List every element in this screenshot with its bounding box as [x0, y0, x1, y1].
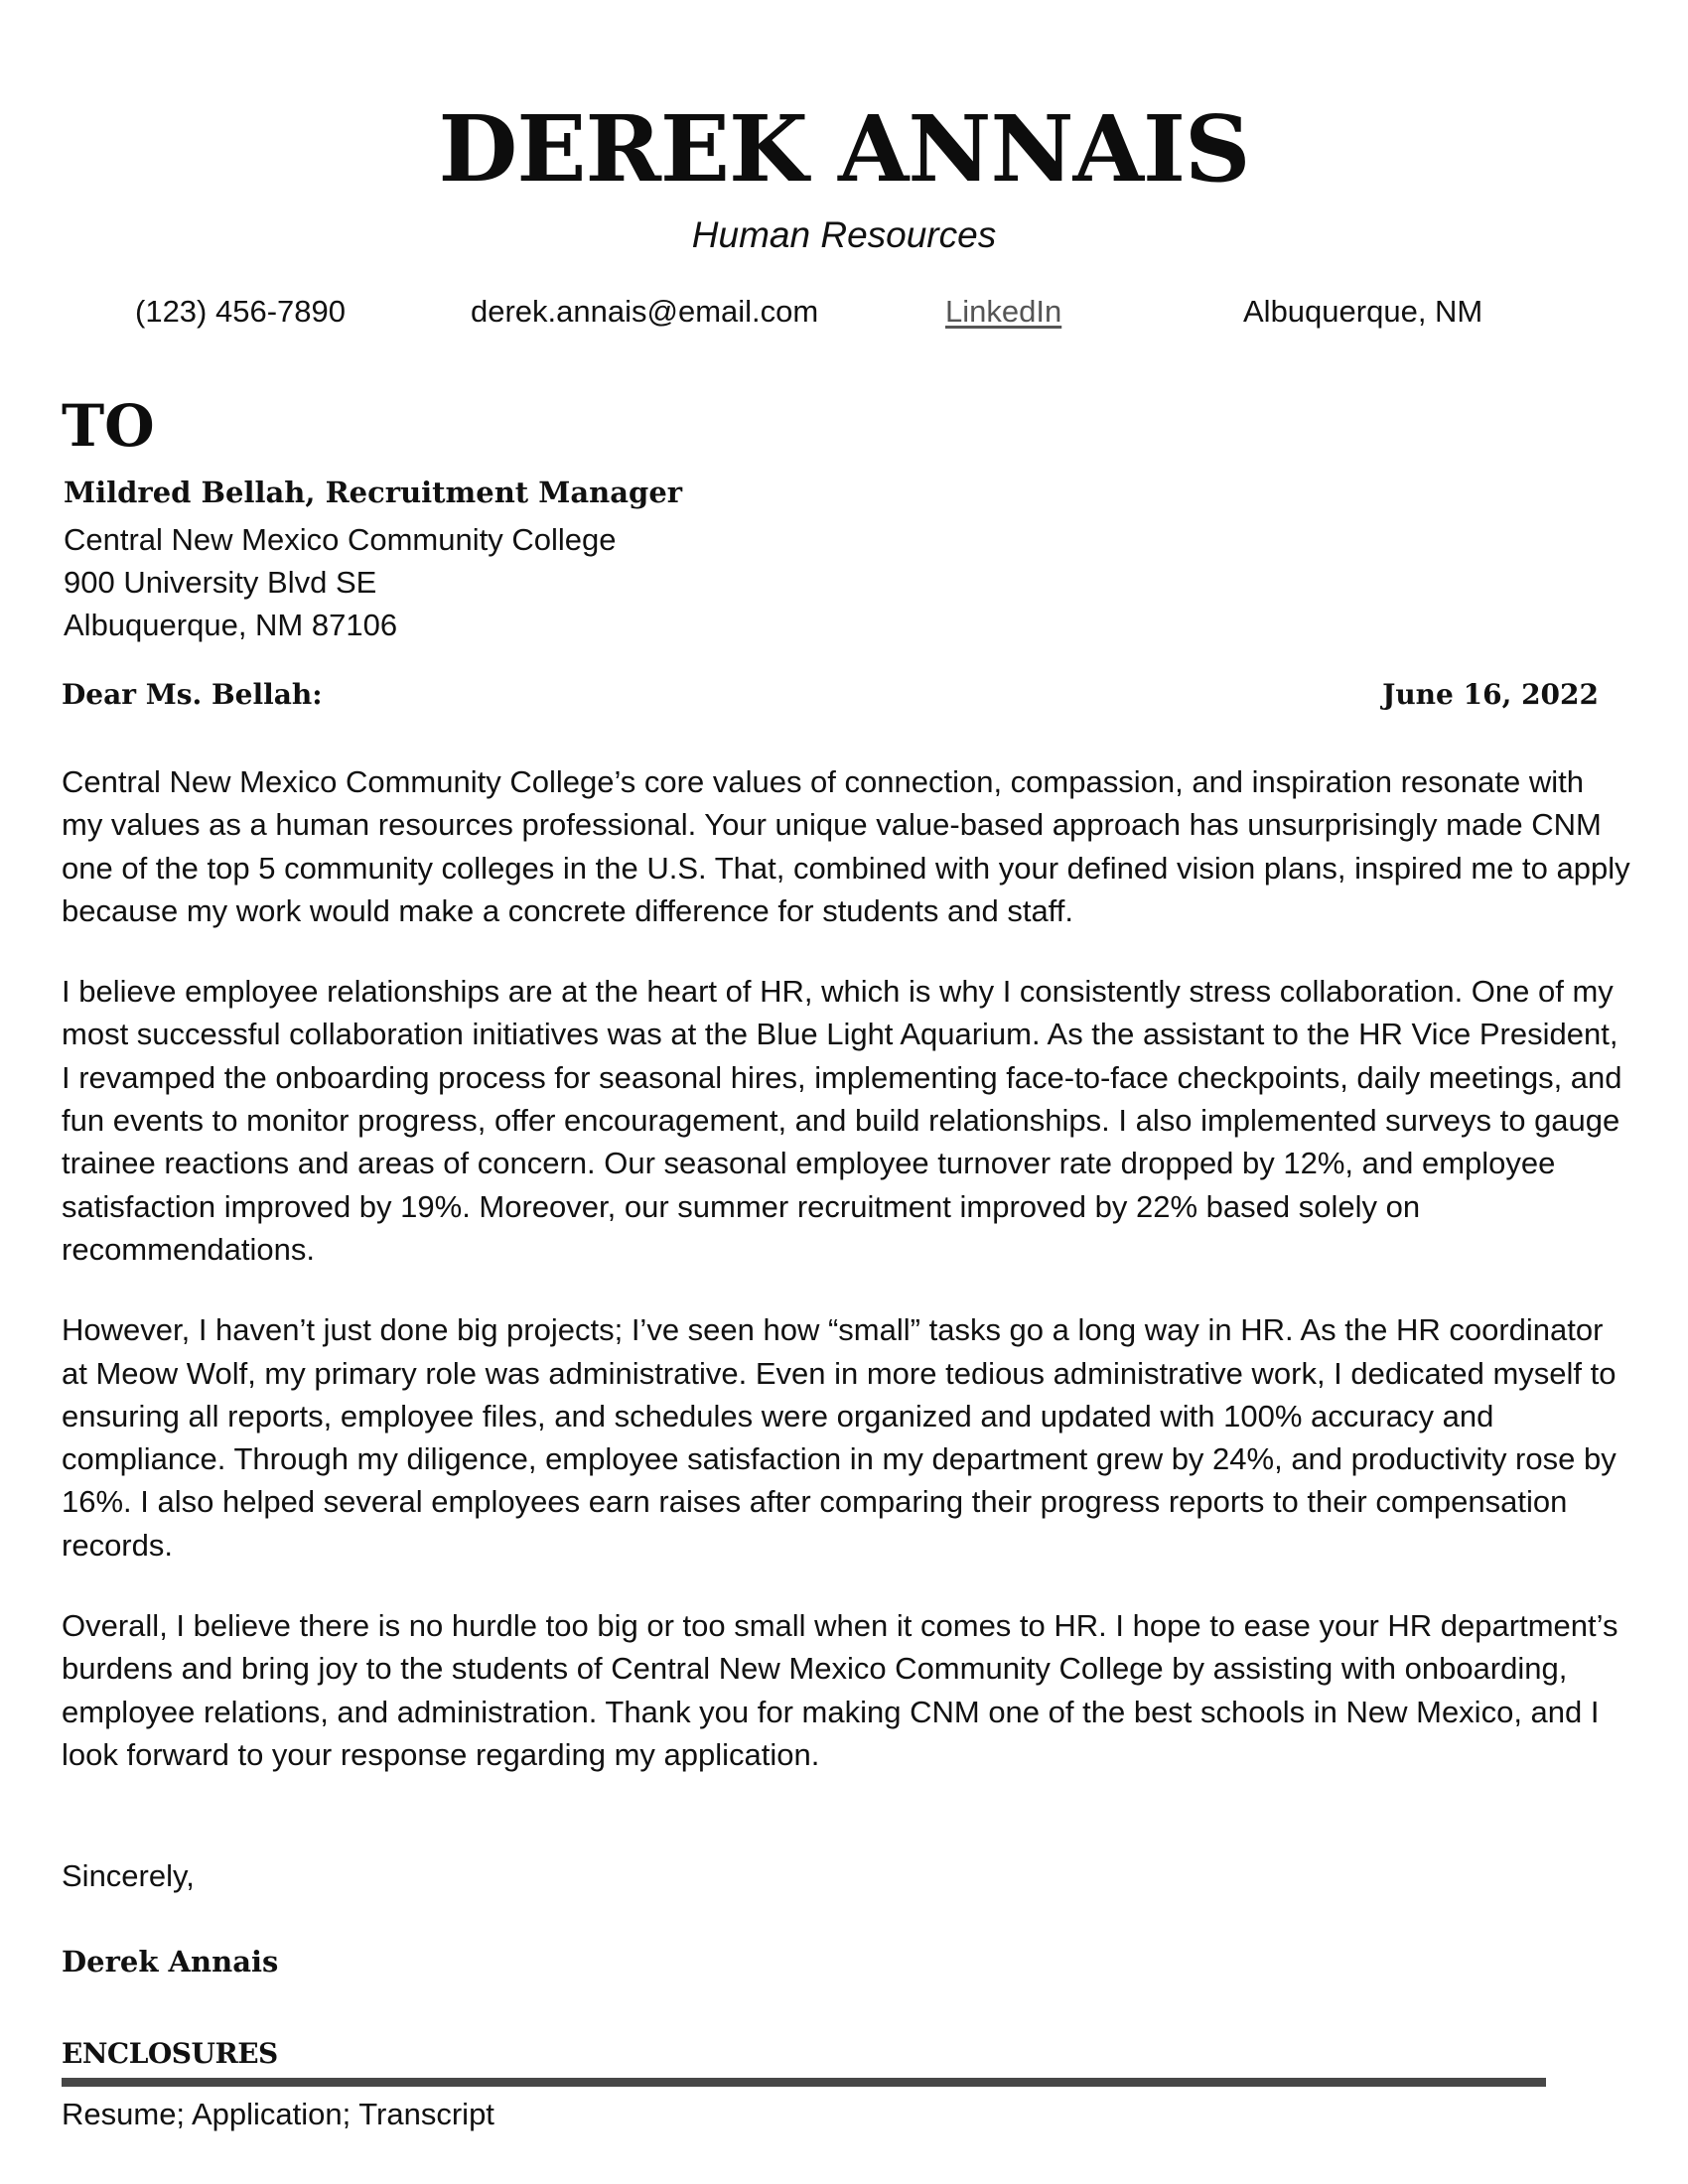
- contact-phone: (123) 456-7890: [135, 294, 346, 329]
- recipient-name: Mildred Bellah, Recruitment Manager: [64, 476, 683, 509]
- recipient-city: Albuquerque, NM 87106: [64, 608, 398, 642]
- recipient-heading: TO: [62, 392, 155, 460]
- body-paragraph: Overall, I believe there is no hurdle too big or too small when it comes to HR. I hope to ease your HR department’s burdens and bring joy to the students of Central New Mexico Community College by assisting with onboarding, employee relations, and administration. Thank you for making CNM one of the best schools in New Mexico, and I look forward to your response regarding my application.: [62, 1608, 1618, 1772]
- section-divider: [62, 2078, 1546, 2087]
- signature: Derek Annais: [62, 1945, 279, 1979]
- letter-body: [62, 760, 1630, 1814]
- recipient-street: 900 University Blvd SE: [64, 565, 377, 600]
- closing: Sincerely,: [62, 1858, 195, 1893]
- contact-location: Albuquerque, NM: [1243, 294, 1483, 329]
- contact-email: derek.annais@email.com: [471, 294, 819, 329]
- applicant-name: DEREK ANNAIS: [438, 95, 1250, 203]
- linkedin-link[interactable]: LinkedIn: [945, 294, 1062, 329]
- body-paragraph: However, I haven’t just done big projects; I’ve seen how “small” tasks go a long way in HR. As the HR coordinator at Meow Wolf, my primary role was administrative. Even in more tedious administrative work, I dedicated myself to ensuring all reports, employee files, and schedules were organized and updated with 100% accuracy and compliance. Through my diligence, employee satisfaction in my department grew by 24%, and productivity rose by 16%. I also helped several employees earn raises after comparing their progress reports to their compensation records.: [62, 1312, 1617, 1563]
- recipient-organization: Central New Mexico Community College: [64, 522, 617, 557]
- enclosures-list: Resume; Application; Transcript: [62, 2097, 494, 2131]
- body-paragraph: Central New Mexico Community College’s core values of connection, compassion, and inspiration resonate with my values as a human resources professional. Your unique value-based approach has unsurprisingly made CNM one of the top 5 community colleges in the U.S. That, combined with your defined vision plans, inspired me to apply because my work would make a concrete difference for students and staff.: [62, 764, 1630, 928]
- letter-date: June 16, 2022: [1382, 678, 1599, 711]
- salutation: Dear Ms. Bellah:: [62, 678, 323, 711]
- enclosures-heading: ENCLOSURES: [62, 2037, 278, 2070]
- applicant-title: Human Resources: [691, 214, 997, 255]
- body-paragraph: I believe employee relationships are at the heart of HR, which is why I consistently stress collaboration. One of my most successful collaboration initiatives was at the Blue Light Aquarium. As the assistant to the HR Vice President, I revamped the onboarding process for seasonal hires, implementing face-to-face checkpoints, daily meetings, and fun events to monitor progress, offer encouragement, and build relationships. I also implemented surveys to gauge trainee reactions and areas of concern. Our seasonal employee turnover rate dropped by 12%, and employee satisfaction improved by 19%. Moreover, our summer recruitment improved by 22% based solely on recommendations.: [62, 974, 1622, 1267]
